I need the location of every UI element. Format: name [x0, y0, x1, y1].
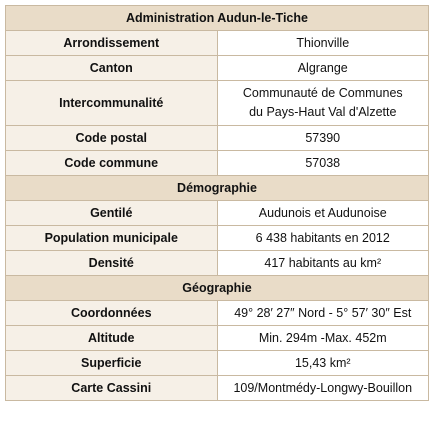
section-header-demographie [6, 176, 429, 201]
infobox-table [5, 5, 429, 401]
row-label: Intercommunalité [6, 81, 218, 126]
row-label: Superficie [6, 351, 218, 376]
row-value: 49° 28′ 27″ Nord - 5° 57′ 30″ Est [217, 301, 429, 326]
row-label: Population municipale [6, 226, 218, 251]
row-value-line-2: du Pays-Haut Val d'Alzette [249, 105, 397, 119]
row-label: Gentilé [6, 201, 218, 226]
table-row-arrondissement [6, 31, 429, 56]
row-value: 109/Montmédy-Longwy-Bouillon [217, 376, 429, 401]
section-header-geographie [6, 276, 429, 301]
row-value: 15,43 km² [217, 351, 429, 376]
infobox [5, 5, 429, 401]
row-label: Code commune [6, 151, 218, 176]
row-value: Audunois et Audunoise [217, 201, 429, 226]
table-row-code-postal [6, 126, 429, 151]
row-value: 417 habitants au km² [217, 251, 429, 276]
row-value: Min. 294m -Max. 452m [217, 326, 429, 351]
row-value: Thionville [217, 31, 429, 56]
table-row-population [6, 226, 429, 251]
row-value: Algrange [217, 56, 429, 81]
row-label: Carte Cassini [6, 376, 218, 401]
row-value: 57390 [217, 126, 429, 151]
row-value-line-1: Communauté de Communes [242, 86, 403, 100]
row-label: Arrondissement [6, 31, 218, 56]
row-value: 57038 [217, 151, 429, 176]
row-label: Canton [6, 56, 218, 81]
table-row-intercommunalite [6, 81, 429, 126]
row-value [217, 81, 429, 126]
table-row-gentile [6, 201, 429, 226]
section-header-administration [6, 6, 429, 31]
row-label: Densité [6, 251, 218, 276]
table-row-carte-cassini [6, 376, 429, 401]
section-title: Administration Audun-le-Tiche [6, 6, 429, 31]
row-label: Altitude [6, 326, 218, 351]
row-label: Coordonnées [6, 301, 218, 326]
section-title: Géographie [6, 276, 429, 301]
table-row-superficie [6, 351, 429, 376]
table-row-canton [6, 56, 429, 81]
table-row-altitude [6, 326, 429, 351]
table-row-coordonnees [6, 301, 429, 326]
table-row-densite [6, 251, 429, 276]
row-label: Code postal [6, 126, 218, 151]
section-title: Démographie [6, 176, 429, 201]
row-value: 6 438 habitants en 2012 [217, 226, 429, 251]
table-row-code-commune [6, 151, 429, 176]
